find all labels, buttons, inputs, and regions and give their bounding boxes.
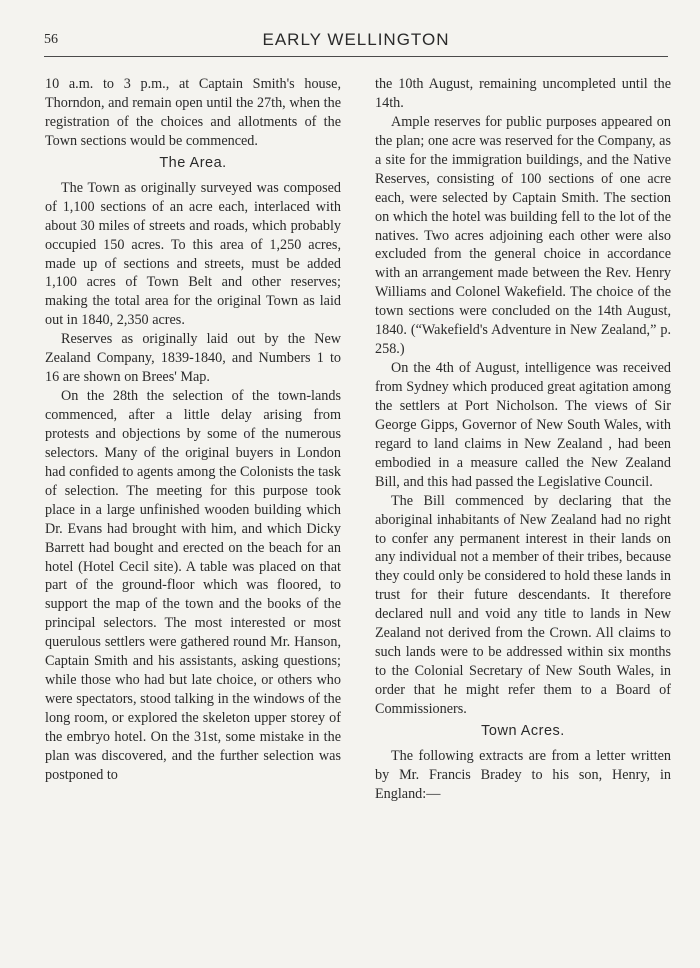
paragraph: On the 28th the selection of the town-lands commenced, after a little delay arising from protests and objections by some of the numerous selectors. Many of the original buyers in London had confided to agents among the Colonists the task of selection. The meeting for this purpose took place in a large unfinished wooden building which Dr. Evans had brought with him, and which Dicky Barrett had bought and erected on the beach for an hotel (Hotel Cecil site). A table was placed on that part of the ground-floor which was floored, to support the map of the town and the books of the principal selectors. The most interested or most querulous settlers were gathered round Mr. Hanson, Captain Smith and his assistants, asking questions; while those who had but late choice, or others who were spectators, stood talking in the windows of the long room, or explored the skeleton upper storey of the embryo hotel. On the 31st, some mistake in the plan was discovered, and the further selection was postponed to (45, 388, 341, 783)
page-number: 56 (44, 32, 58, 47)
paragraph: The following extracts are from a letter written by Mr. Francis Bradey to his son, Henry, in England:— (375, 747, 671, 802)
page-header (44, 30, 668, 57)
paragraph: On the 4th of August, intelligence was received from Sydney which produced great agitation among the settlers at Port Nicholson. The views of Sir George Gipps, Governor of New South Wales, with regard to land claims in New Zealand , had been embodied in a measure called the New Zealand Bill, and this had passed the Legislative Council. (375, 360, 671, 490)
left-column (45, 75, 341, 785)
running-title: EARLY WELLINGTON (262, 30, 450, 49)
paragraph: Ample reserves for public purposes appeared on the plan; one acre was reserved for the Company, as a site for the immigration buildings, and the Native Reserves, consisting of 100 sections of one acre each, were selected by Captain Smith. The section on which the hotel was building fell to the lot of the natives. Two acres adjoining each other were also excluded from the general choice in accordance with an arrangement made between the Rev. Henry Williams and Colonel Wakefield. The choice of the town sections were concluded on the 14th August, 1840. (“Wakefield's Adventure in New Zealand,” p. 258.) (375, 113, 671, 358)
paragraph: 10 a.m. to 3 p.m., at Captain Smith's house, Thorndon, and remain open until the 27th, when the registration of the choices and allotments of the Town sections would be commenced. (45, 76, 341, 149)
right-column (375, 75, 671, 804)
paragraph: Reserves as originally laid out by the New Zealand Company, 1839-1840, and Numbers 1 to 16 are shown on Brees' Map. (45, 331, 341, 386)
section-heading-town-acres: Town Acres. (481, 722, 565, 739)
section-heading-the-area: The Area. (159, 154, 227, 171)
paragraph: The Bill commenced by declaring that the aboriginal inhabitants of New Zealand had no right to confer any permanent interest in their lands on any individual not a member of their tribes, because they could only be considered to hold these lands in trust for their future descendants. It therefore declared null and void any title to lands in New Zealand not derived from the Crown. All claims to such lands were to be addressed within six months to the Colonial Secretary of New South Wales, in order that he might refer them to a Board of Commissioners. (375, 492, 671, 717)
paragraph: the 10th August, remaining uncompleted until the 14th. (375, 76, 671, 111)
paragraph: The Town as originally surveyed was composed of 1,100 sections of an acre each, interlaced with about 30 miles of streets and roads, which probably occupied 150 acres. To this area of 1,250 acres, made up of sections and streets, must be added 1,100 acres of Town Belt and other reserves; making the total area for the original Town as laid out in 1840, 2,350 acres. (45, 179, 341, 329)
